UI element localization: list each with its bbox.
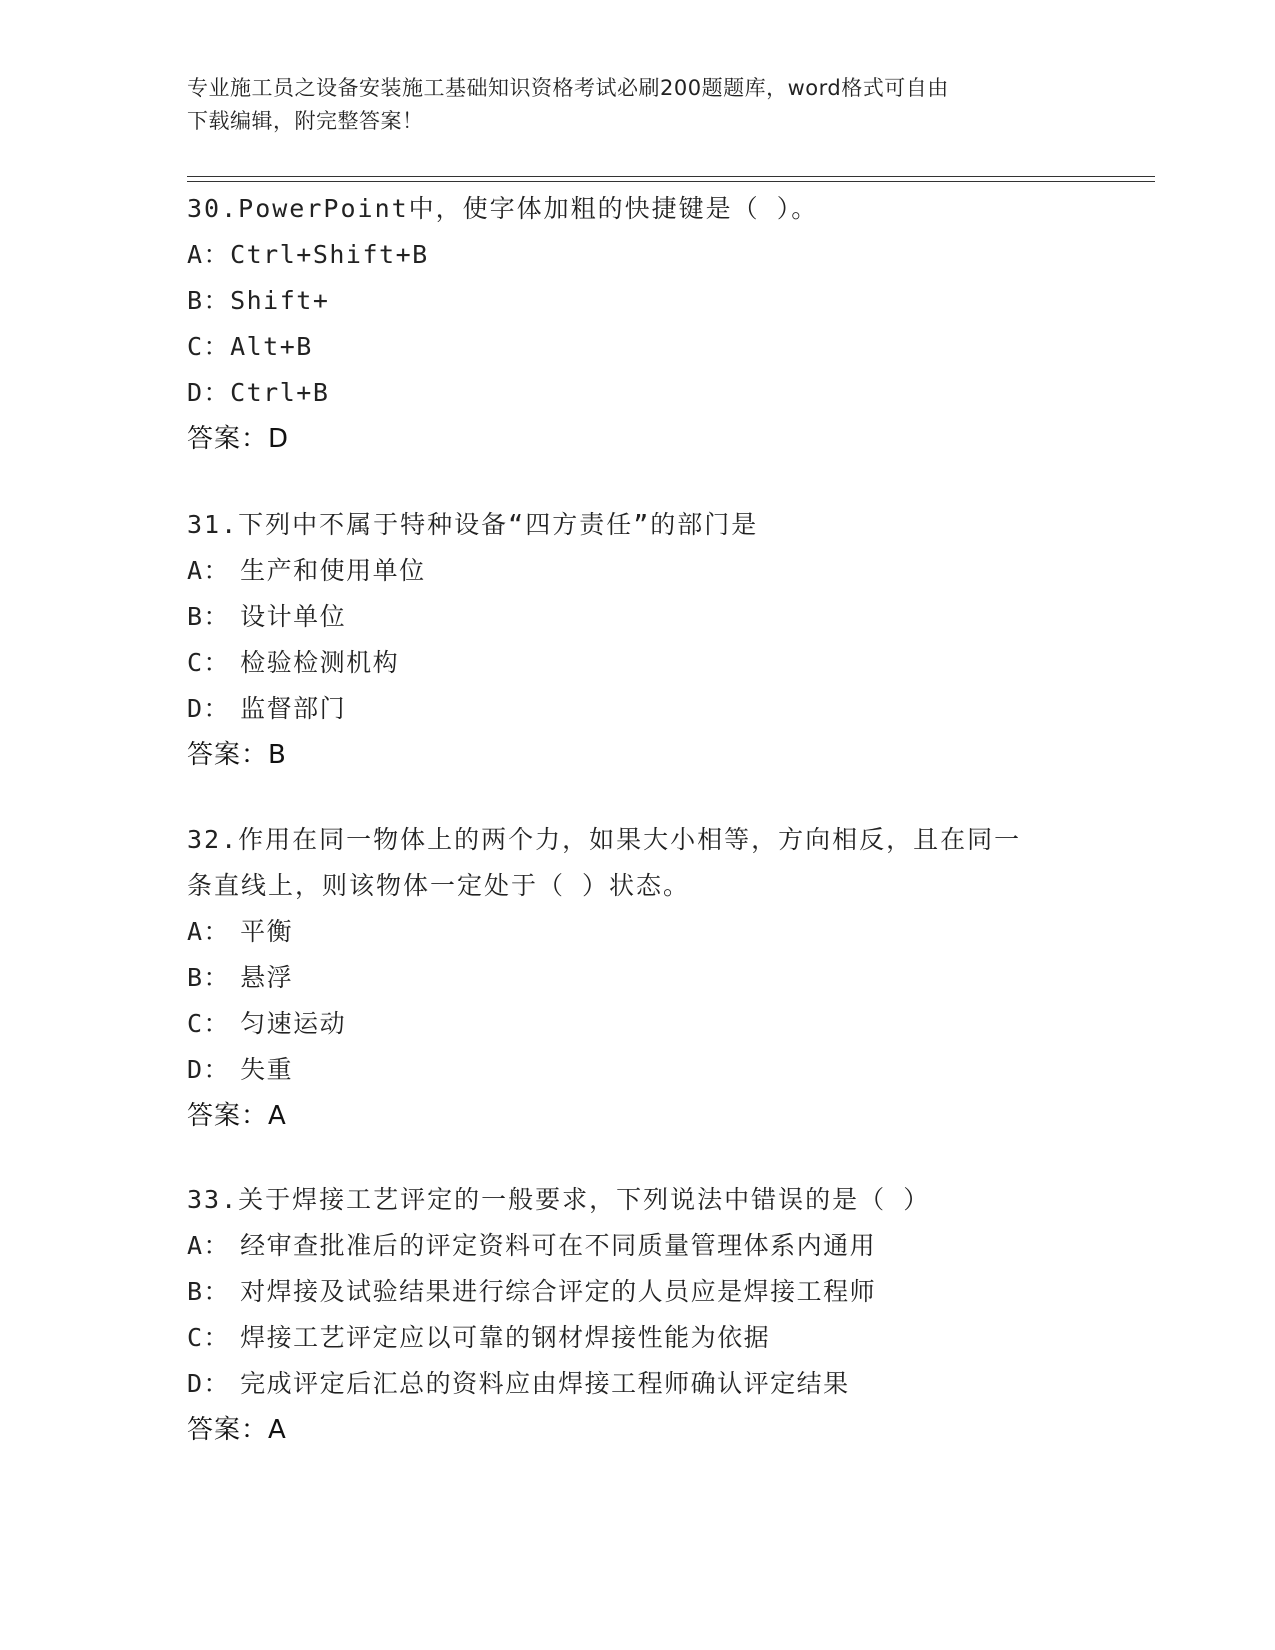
option-a [187,1223,1067,1269]
option-text: 悬浮 [240,963,294,992]
question-stem-line: 32.作用在同一物体上的两个力，如果大小相等，方向相反，且在同一 [187,825,1022,854]
option-c [187,1315,1067,1361]
answer: 答案：D [187,424,290,454]
option-label: C： [187,648,231,677]
option-text: 焊接工艺评定应以可靠的钢材焊接性能为依据 [240,1323,771,1352]
option-text: 平衡 [240,917,294,946]
answer: 答案：A [187,1101,287,1131]
option-a [187,232,1067,278]
question-stem-line: 33.关于焊接工艺评定的一般要求，下列说法中错误的是（ ） [187,1185,931,1214]
option-text: 对焊接及试验结果进行综合评定的人员应是焊接工程师 [240,1277,877,1306]
option-text: Alt+B [230,332,313,361]
option-d [187,1361,1067,1407]
option-label: D： [187,378,231,407]
question-stem-line: 31.下列中不属于特种设备“四方责任”的部门是 [187,510,759,539]
header-line-1: 专业施工员之设备安装施工基础知识资格考试必刷200题题库，word格式可自由 [187,76,949,100]
header-divider-bottom [187,181,1155,182]
question-32 [187,817,1067,1139]
option-text: 监督部门 [240,694,347,723]
answer: 答案：B [187,740,287,770]
question-stem [187,817,1067,909]
option-label: C： [187,1323,231,1352]
option-label: C： [187,1009,231,1038]
option-text: Ctrl+B [230,378,330,407]
option-label: A： [187,240,231,269]
option-text: 失重 [240,1055,294,1084]
option-c [187,1001,1067,1047]
question-31 [187,502,1067,778]
option-c [187,324,1067,370]
option-text: 完成评定后汇总的资料应由焊接工程师确认评定结果 [240,1369,850,1398]
option-b [187,278,1067,324]
option-label: B： [187,286,231,315]
option-label: A： [187,917,231,946]
option-label: D： [187,1369,231,1398]
option-text: Shift+ [230,286,330,315]
answer: 答案：A [187,1415,287,1445]
option-text: 设计单位 [240,602,347,631]
option-text: 检验检测机构 [240,648,400,677]
option-label: D： [187,694,231,723]
option-d [187,1047,1067,1093]
option-label: A： [187,556,231,585]
question-stem [187,502,1067,548]
page-header [187,72,1087,138]
option-c [187,640,1067,686]
question-33 [187,1177,1067,1453]
option-label: C： [187,332,231,361]
option-a [187,909,1067,955]
option-d [187,686,1067,732]
question-stem-line: 30.PowerPoint中，使字体加粗的快捷键是（ ）。 [187,194,819,223]
question-30 [187,186,1067,462]
header-line-2: 下载编辑，附完整答案！ [187,109,424,133]
option-d [187,370,1067,416]
option-label: D： [187,1055,231,1084]
question-stem [187,186,1067,232]
option-b [187,1269,1067,1315]
option-label: A： [187,1231,231,1260]
option-text: Ctrl+Shift+B [230,240,429,269]
header-divider-top [187,176,1155,177]
option-text: 生产和使用单位 [240,556,426,585]
option-text: 经审查批准后的评定资料可在不同质量管理体系内通用 [240,1231,877,1260]
option-label: B： [187,963,231,992]
option-b [187,594,1067,640]
option-a [187,548,1067,594]
question-stem [187,1177,1067,1223]
option-label: B： [187,1277,231,1306]
option-text: 匀速运动 [240,1009,347,1038]
option-label: B： [187,602,231,631]
option-b [187,955,1067,1001]
question-stem-line: 条直线上，则该物体一定处于（ ）状态。 [187,871,691,900]
